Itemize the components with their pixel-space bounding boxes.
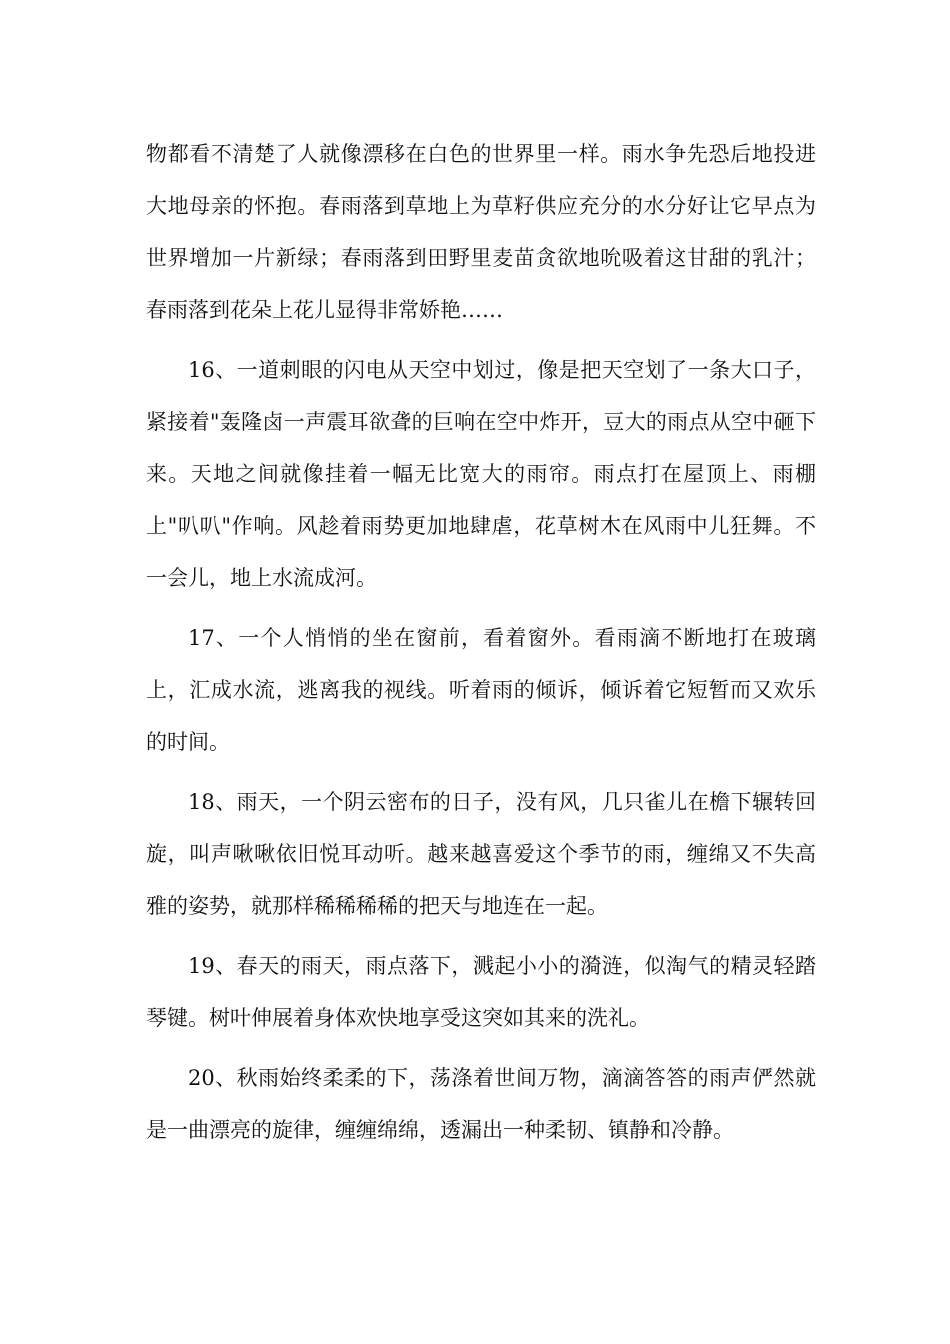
paragraph-20: 20、秋雨始终柔柔的下，荡涤着世间万物，滴滴答答的雨声俨然就是一曲漂亮的旋律，缠缠绵绵，透漏出一种柔韧、镇静和冷静。 [146,1066,816,1142]
paragraph-16: 16、一道刺眼的闪电从天空中划过，像是把天空划了一条大口子，紧接着"轰隆卤一声震耳欲聋的巨响在空中炸开，豆大的雨点从空中砸下来。天地之间就像挂着一幅无比宽大的雨帘。雨点打在屋顶上、雨棚上"叭叭"作响。风趁着雨势更加地肆虐，花草树木在风雨中儿狂舞。不一会儿，地上水流成河。 [146,358,816,590]
paragraph-17: 17、一个人悄悄的坐在窗前，看着窗外。看雨滴不断地打在玻璃上，汇成水流，逃离我的视线。听着雨的倾诉，倾诉着它短暂而又欢乐的时间。 [146,626,816,754]
paragraph-19: 19、春天的雨天，雨点落下，溅起小小的漪涟，似淘气的精灵轻踏琴键。树叶伸展着身体欢快地享受这突如其来的洗礼。 [146,954,816,1030]
paragraph-continued: 物都看不清楚了人就像漂移在白色的世界里一样。雨水争先恐后地投进大地母亲的怀抱。春雨落到草地上为草籽供应充分的水分好让它早点为世界增加一片新绿；春雨落到田野里麦苗贪欲地吮吸着这甘甜的乳汁；春雨落到花朵上花儿显得非常娇艳…… [146,142,816,322]
paragraph-18: 18、雨天，一个阴云密布的日子，没有风，几只雀儿在檐下辗转回旋，叫声啾啾依旧悦耳动听。越来越喜爱这个季节的雨，缠绵又不失高雅的姿势，就那样稀稀稀稀的把天与地连在一起。 [146,790,816,918]
document-page [146,128,816,1156]
